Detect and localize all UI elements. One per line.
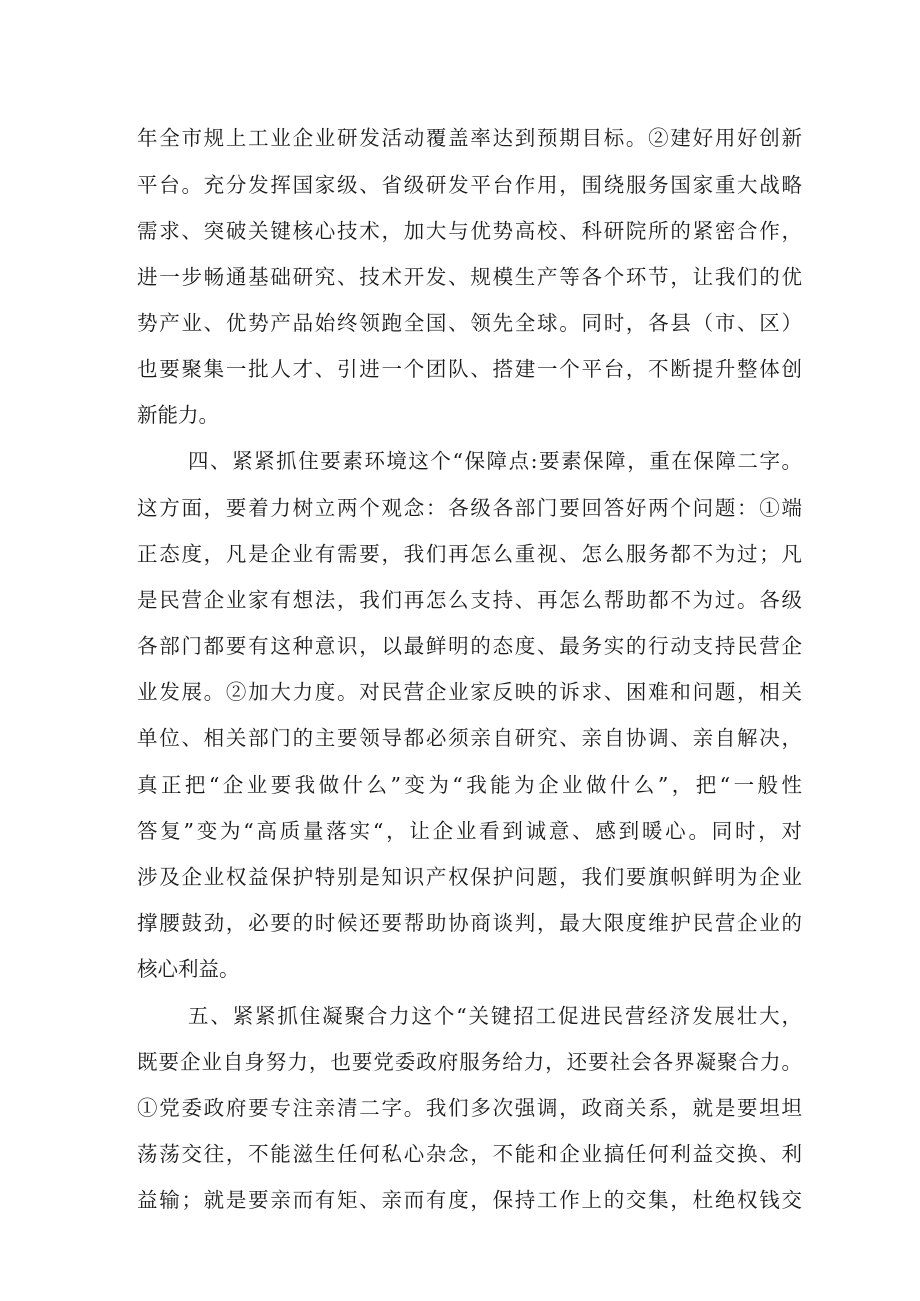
text-line: 涉及企业权益保护特别是知识产权保护问题，我们要旗帜鲜明为企业 — [137, 865, 802, 889]
text-line: 益输；就是要亲而有矩、亲而有度，保持工作上的交集，杜绝权钱交 — [137, 1188, 802, 1212]
text-line: 单位、相关部门的主要领导都必须亲自研究、亲自协调、亲自解决， — [137, 726, 802, 750]
text-line: 核心利益。 — [137, 957, 240, 981]
text-line: 也要聚集一批人才、引进一个团队、搭建一个平台，不断提升整体创 — [137, 357, 802, 381]
text-line: 业发展。②加大力度。对民营企业家反映的诉求、困难和问题，相关 — [137, 680, 802, 704]
text-line: 真正把“企业要我做什么”变为“我能为企业做什么”，把“一般性 — [137, 773, 802, 797]
text-line: 新能力。 — [137, 403, 219, 427]
text-line: 是民营企业家有想法，我们再怎么支持、再怎么帮助都不为过。各级 — [137, 588, 802, 612]
text-line: 这方面，要着力树立两个观念：各级各部门要回答好两个问题：①端 — [137, 496, 802, 520]
text-line: ①党委政府要专注亲清二字。我们多次强调，政商关系，就是要坦坦 — [137, 1096, 802, 1120]
text-line: 既要企业自身努力，也要党委政府服务给力，还要社会各界凝聚合力。 — [137, 1050, 802, 1074]
section-heading-line: 四、紧紧抓住要素环境这个“保障点:要素保障，重在保障二字。 — [188, 449, 802, 473]
text-line: 正态度，凡是企业有需要，我们再怎么重视、怎么服务都不为过；凡 — [137, 542, 802, 566]
text-line: 荡荡交往，不能滋生任何私心杂念，不能和企业搞任何利益交换、利 — [137, 1142, 802, 1166]
text-line: 撑腰鼓劲，必要的时候还要帮助协商谈判，最大限度维护民营企业的 — [137, 911, 802, 935]
text-line: 各部门都要有这种意识，以最鲜明的态度、最务实的行动支持民营企 — [137, 634, 802, 658]
text-line: 平台。充分发挥国家级、省级研发平台作用，围绕服务国家重大战略 — [137, 173, 802, 197]
section-heading-line: 五、紧紧抓住凝聚合力这个“关键招工促进民营经济发展壮大， — [188, 1004, 802, 1028]
text-line: 需求、突破关键核心技术，加大与优势高校、科研院所的紧密合作， — [137, 219, 802, 243]
text-line: 年全市规上工业企业研发活动覆盖率达到预期目标。②建好用好创新 — [137, 126, 802, 150]
text-line: 答复”变为“高质量落实“，让企业看到诚意、感到暖心。同时，对 — [137, 819, 802, 843]
text-line: 势产业、优势产品始终领跑全国、领先全球。同时，各县（市、区） — [137, 311, 802, 335]
text-line: 进一步畅通基础研究、技术开发、规模生产等各个环节，让我们的优 — [137, 265, 802, 289]
